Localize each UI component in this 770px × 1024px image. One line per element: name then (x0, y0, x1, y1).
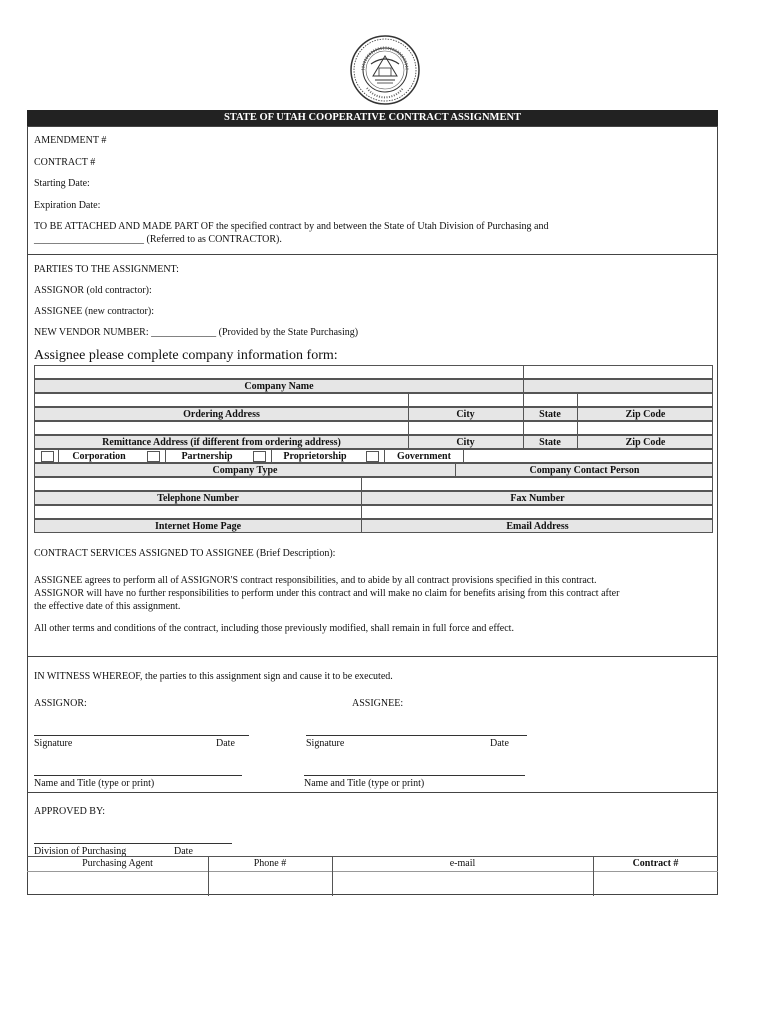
email-header: e-mail (449, 858, 476, 869)
assignor-name-line[interactable] (34, 775, 242, 776)
remittance-address-header-row (34, 435, 713, 449)
partnership-checkbox[interactable] (147, 451, 160, 462)
agreement-line2: ASSIGNOR will have no further responsibilities to perform under this contract and will make no claim for benefits arising from this contract after (34, 588, 620, 599)
city-header: City (456, 409, 475, 420)
remit-zip-input-cell[interactable] (577, 422, 578, 434)
company-type-header: Company Type (212, 465, 278, 476)
assignor-signature-label: Signature (34, 738, 73, 749)
company-name-header-row (34, 379, 713, 393)
email-input-cell[interactable] (361, 506, 362, 518)
proprietorship-label: Proprietorship (283, 451, 347, 462)
witness-assignee-label: ASSIGNEE: (352, 698, 404, 709)
corporation-checkbox[interactable] (41, 451, 54, 462)
parties-heading: PARTIES TO THE ASSIGNMENT: (34, 264, 179, 275)
company-name-header: Company Name (244, 381, 314, 392)
contact-person-header: Company Contact Person (529, 465, 640, 476)
proprietorship-checkbox[interactable] (253, 451, 266, 462)
amendment-label: AMENDMENT # (34, 135, 107, 146)
phone-fax-input-row[interactable] (34, 477, 713, 491)
remit-state-input-cell[interactable] (523, 422, 524, 434)
fax-header: Fax Number (510, 493, 565, 504)
telephone-header: Telephone Number (157, 493, 239, 504)
attach-statement-line2: ______________________ (Referred to as CONTRACTOR). (34, 234, 282, 245)
remit-city-input-cell[interactable] (408, 422, 409, 434)
purchasing-signature-line[interactable] (34, 843, 232, 844)
company-name-input-row[interactable] (34, 365, 713, 379)
phone-fax-header-row (34, 491, 713, 505)
contract-label: CONTRACT # (34, 157, 96, 168)
ordering-address-header-row (34, 407, 713, 421)
remit-zip-code-header: Zip Code (625, 437, 666, 448)
witness-assignor-label: ASSIGNOR: (34, 698, 87, 709)
ordering-address-input-row[interactable] (34, 393, 713, 407)
witness-statement: IN WITNESS WHEREOF, the parties to this assignment sign and cause it to be executed. (34, 671, 393, 682)
approved-by-label: APPROVED BY: (34, 806, 106, 817)
company-type-options-row (34, 449, 713, 463)
partnership-label: Partnership (181, 451, 233, 462)
remittance-address-header: Remittance Address (if different from ordering address) (102, 437, 341, 448)
government-checkbox[interactable] (366, 451, 379, 462)
email-header: Email Address (506, 521, 569, 532)
homepage-header: Internet Home Page (154, 521, 242, 532)
attach-statement-line1: TO BE ATTACHED AND MADE PART OF the specified contract by and between the State of Utah Division of Purchasing and (34, 221, 549, 232)
assignee-name-title-label: Name and Title (type or print) (304, 778, 425, 789)
state-of-utah-seal-icon (349, 34, 421, 106)
contract-number-cell[interactable] (594, 872, 718, 896)
state-input-cell[interactable] (523, 394, 524, 406)
purchasing-agent-header: Purchasing Agent (82, 858, 153, 869)
form-title: STATE OF UTAH COOPERATIVE CONTRACT ASSIGNMENT (27, 110, 718, 126)
assignor-date-label: Date (216, 738, 235, 749)
vendor-number-label: NEW VENDOR NUMBER: _____________ (Provided by the State Purchasing) (34, 327, 359, 338)
web-email-input-row[interactable] (34, 505, 713, 519)
company-name-extra-cell[interactable] (523, 366, 524, 378)
zip-code-header: Zip Code (625, 409, 666, 420)
assignee-name-line[interactable] (304, 775, 525, 776)
agreement-line3: the effective date of this assignment. (34, 601, 181, 612)
division-label: Division of Purchasing (34, 846, 127, 857)
services-heading: CONTRACT SERVICES ASSIGNED TO ASSIGNEE (Brief Description): (34, 548, 336, 559)
assignee-label: ASSIGNEE (new contractor): (34, 306, 154, 317)
web-email-header-row (34, 519, 713, 533)
company-type-header-row (34, 463, 713, 477)
company-form-heading: Assignee please complete company information form: (34, 348, 338, 363)
assignee-signature-line[interactable] (306, 735, 527, 736)
assignee-signature-label: Signature (306, 738, 345, 749)
assignor-name-title-label: Name and Title (type or print) (34, 778, 155, 789)
expiration-date-label: Expiration Date: (34, 200, 101, 211)
state-header: State (539, 409, 561, 420)
approval-date-label: Date (174, 846, 193, 857)
approval-table (27, 856, 718, 896)
zip-input-cell[interactable] (577, 394, 578, 406)
starting-date-label: Starting Date: (34, 178, 90, 189)
remit-city-header: City (456, 437, 475, 448)
email-cell[interactable] (333, 872, 593, 896)
assignee-date-label: Date (490, 738, 509, 749)
state-seal (349, 34, 421, 106)
terms-statement: All other terms and conditions of the contract, including those previously modified, shall remain in full force and effect. (34, 623, 514, 634)
remittance-address-input-row[interactable] (34, 421, 713, 435)
corporation-label: Corporation (72, 451, 126, 462)
company-name-header-spacer (523, 380, 524, 392)
phone-header: Phone # (253, 858, 287, 869)
assignor-label: ASSIGNOR (old contractor): (34, 285, 152, 296)
ordering-address-header: Ordering Address (183, 409, 260, 420)
government-label: Government (397, 451, 451, 462)
fax-input-cell[interactable] (361, 478, 362, 490)
assignor-signature-line[interactable] (34, 735, 249, 736)
phone-cell[interactable] (209, 872, 332, 896)
contract-number-header: Contract # (632, 858, 679, 869)
city-input-cell[interactable] (408, 394, 409, 406)
contact-person-input-cell[interactable] (463, 450, 464, 462)
purchasing-agent-cell[interactable] (27, 872, 208, 896)
remit-state-header: State (539, 437, 561, 448)
agreement-line1: ASSIGNEE agrees to perform all of ASSIGNOR'S contract responsibilities, and to abide by all contract provisions specified in this contract. (34, 575, 597, 586)
